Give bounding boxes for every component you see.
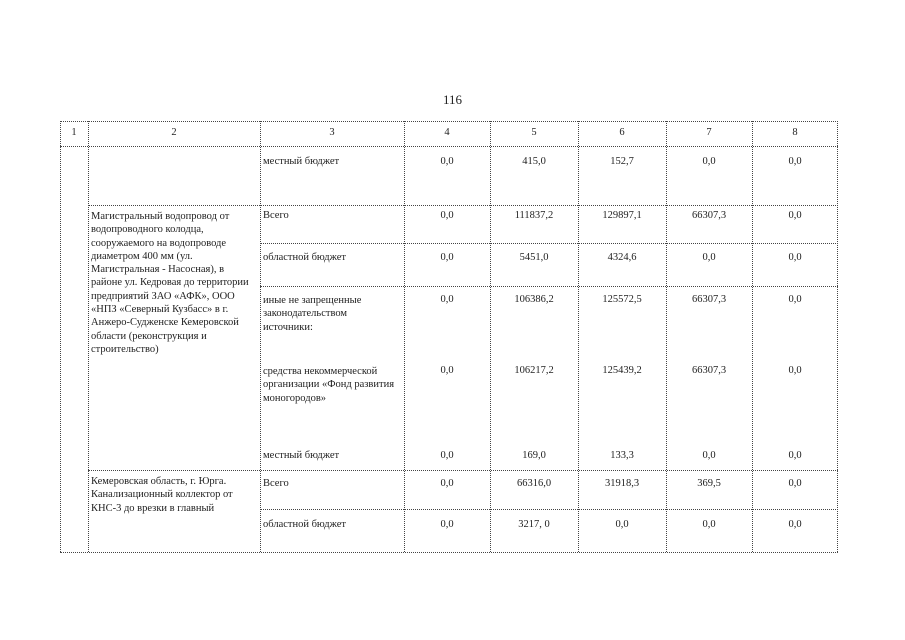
value-cell: 66307,3: [691, 365, 727, 376]
row-divider: [88, 205, 838, 206]
value-cell: 0,0: [788, 210, 802, 221]
value-cell: 125572,5: [602, 294, 642, 305]
value-cell: 0,0: [440, 252, 454, 263]
value-cell: 415,0: [522, 156, 546, 167]
value-cell: 5451,0: [519, 252, 549, 263]
value-cell: 66307,3: [691, 294, 727, 305]
value-cell: 0,0: [440, 294, 454, 305]
table-border-left: [60, 121, 61, 552]
header-cell: 7: [706, 127, 712, 138]
column-divider: [260, 121, 261, 552]
value-cell: 0,0: [702, 519, 716, 530]
value-cell: 106217,2: [514, 365, 554, 376]
page-number: 116: [442, 92, 463, 107]
value-cell: 369,5: [697, 478, 721, 489]
table-border-top: [60, 121, 838, 122]
object-description: Кемеровская область, г. Юрга. Канализационный коллектор от КНС-3 до врезки в главный: [91, 476, 233, 514]
table-header-divider: [60, 146, 838, 147]
value-cell: 66316,0: [516, 478, 552, 489]
value-cell: 0,0: [440, 519, 454, 530]
value-cell: 66307,3: [691, 210, 727, 221]
value-cell: 152,7: [610, 156, 634, 167]
header-cell: 6: [619, 127, 625, 138]
source-label: местный бюджет: [263, 156, 340, 167]
row-divider: [88, 470, 838, 471]
value-cell: 0,0: [788, 450, 802, 461]
header-cell: 5: [531, 127, 537, 138]
value-cell: 0,0: [788, 294, 802, 305]
source-label: областной бюджет: [263, 252, 346, 263]
value-cell: 0,0: [440, 210, 454, 221]
value-cell: 0,0: [702, 252, 716, 263]
value-cell: 0,0: [615, 519, 629, 530]
source-label: областной бюджет: [263, 519, 346, 530]
source-label: иные не запрещенные законодательством источники:: [263, 295, 362, 333]
source-label: местный бюджет: [263, 450, 340, 461]
value-cell: 169,0: [522, 450, 546, 461]
value-cell: 0,0: [440, 156, 454, 167]
value-cell: 129897,1: [602, 210, 642, 221]
source-label: Всего: [263, 210, 289, 221]
header-cell: 2: [171, 127, 177, 138]
table-border-bottom: [60, 552, 838, 553]
value-cell: 0,0: [788, 478, 802, 489]
source-label: Всего: [263, 478, 289, 489]
value-cell: 31918,3: [604, 478, 640, 489]
value-cell: 0,0: [788, 156, 802, 167]
value-cell: 106386,2: [514, 294, 554, 305]
header-cell: 1: [71, 127, 77, 138]
header-cell: 4: [444, 127, 450, 138]
header-cell: 3: [329, 127, 335, 138]
value-cell: 0,0: [440, 478, 454, 489]
source-label: средства некоммерческой организации «Фонд развития моногородов»: [263, 366, 395, 404]
value-cell: 4324,6: [607, 252, 637, 263]
value-cell: 133,3: [610, 450, 634, 461]
value-cell: 0,0: [440, 365, 454, 376]
object-description: Магистральный водопровод от водопроводного колодца, сооружаемого на водопроводе диаметром 400 мм (ул. Магистральная - Насосная), в районе ул. Кедровая до территории предприятий ЗАО «АФК», ООО «НПЗ «Северный Кузбасс» в г. Анжеро-Судженске Кемеровской области (реконструкция и строительство): [91, 211, 249, 355]
value-cell: 0,0: [440, 450, 454, 461]
value-cell: 0,0: [788, 252, 802, 263]
value-cell: 125439,2: [602, 365, 642, 376]
value-cell: 0,0: [788, 365, 802, 376]
value-cell: 0,0: [702, 156, 716, 167]
value-cell: 3217, 0: [518, 519, 550, 530]
header-cell: 8: [792, 127, 798, 138]
column-divider: [88, 121, 89, 552]
value-cell: 0,0: [702, 450, 716, 461]
data-table: [60, 121, 838, 553]
value-cell: 111837,2: [514, 210, 554, 221]
value-cell: 0,0: [788, 519, 802, 530]
